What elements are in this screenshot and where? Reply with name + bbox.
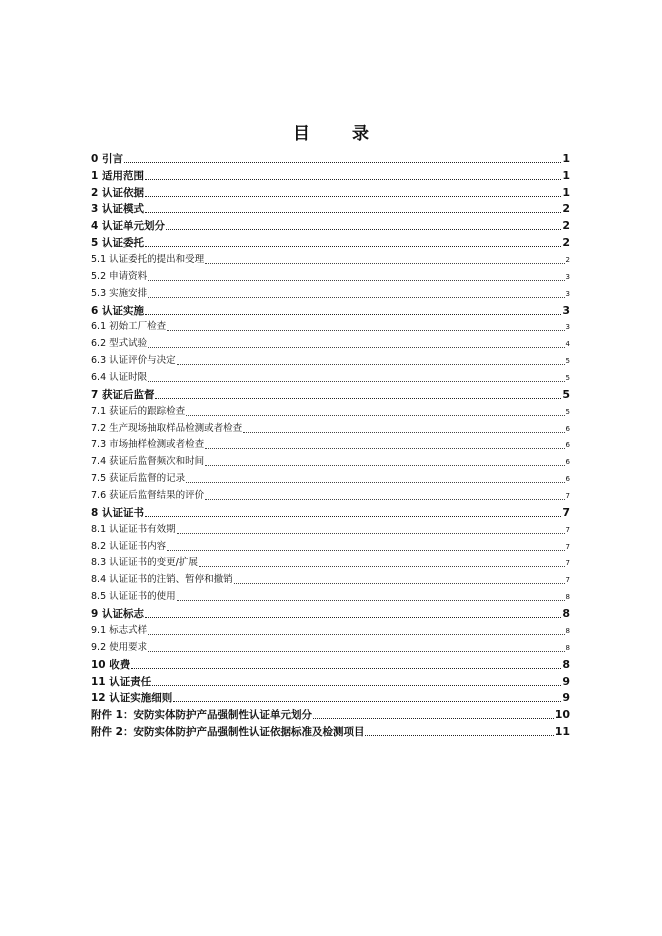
toc-entry-page: 7	[565, 576, 570, 585]
dot-leader	[177, 532, 565, 534]
toc-entry-label: 7.4 获证后监督频次和时间	[91, 456, 205, 468]
toc-entry[interactable]	[91, 318, 570, 335]
toc-entry[interactable]	[91, 385, 570, 402]
toc-entry[interactable]	[91, 638, 570, 655]
toc-entry-label: 附件 1：安防实体防护产品强制性认证单元划分	[91, 709, 312, 722]
toc-entry[interactable]	[91, 503, 570, 520]
dot-leader	[148, 650, 564, 652]
toc-entry-page: 2	[562, 219, 570, 233]
toc-entry-label: 9.1 标志式样	[91, 624, 148, 636]
dot-leader	[313, 717, 554, 719]
toc-entry-page: 7	[565, 559, 570, 568]
toc-entry-page: 1	[562, 185, 570, 199]
toc-entry[interactable]	[91, 351, 570, 368]
dot-leader	[177, 363, 565, 365]
toc-entry-page: 4	[565, 340, 570, 349]
toc-entry-label: 8.5 认证证书的使用	[91, 591, 176, 603]
toc-entry-label: 12 认证实施细则	[91, 692, 173, 705]
toc-entry-page: 11	[554, 725, 570, 739]
toc-entry[interactable]	[91, 301, 570, 318]
toc-entry-label: 7.5 获证后监督的记录	[91, 473, 186, 485]
toc-entry-page: 2	[565, 256, 570, 265]
toc-entry[interactable]	[91, 655, 570, 672]
toc-entry[interactable]	[91, 200, 570, 217]
dot-leader	[365, 734, 553, 736]
toc-entry-label: 11 认证责任	[91, 675, 152, 688]
toc-entry-page: 5	[565, 357, 570, 366]
toc-entry-label: 5 认证委托	[91, 237, 144, 250]
dot-leader	[167, 549, 564, 551]
toc-entry-label: 8.2 认证证书内容	[91, 540, 167, 552]
toc-entry-label: 7.1 获证后的跟踪检查	[91, 405, 186, 417]
dot-leader	[145, 313, 561, 315]
toc-entry-label: 6.4 认证时限	[91, 372, 148, 384]
toc-entry-label: 附件 2：安防实体防护产品强制性认证依据标准及检测项目	[91, 726, 365, 739]
toc-entry[interactable]	[91, 250, 570, 267]
dot-leader	[152, 684, 561, 686]
toc-entry[interactable]	[91, 722, 570, 739]
dot-leader	[145, 616, 561, 618]
toc-entry-page: 7	[565, 542, 570, 551]
dot-leader	[148, 346, 564, 348]
dot-leader	[199, 565, 565, 567]
toc-entry[interactable]	[91, 183, 570, 200]
table-of-contents	[91, 149, 570, 739]
toc-entry-page: 6	[565, 458, 570, 467]
toc-entry-page: 8	[565, 593, 570, 602]
toc-entry-page: 6	[565, 424, 570, 433]
toc-entry-label: 7.2 生产现场抽取样品检测或者检查	[91, 422, 243, 434]
toc-entry-page: 3	[562, 303, 570, 317]
dot-leader	[131, 667, 561, 669]
toc-entry-label: 10 收费	[91, 658, 131, 671]
toc-entry-label: 5.2 申请资料	[91, 270, 148, 282]
dot-leader	[173, 700, 561, 702]
toc-entry[interactable]	[91, 621, 570, 638]
toc-entry-page: 8	[562, 607, 570, 621]
toc-entry-label: 7.3 市场抽样检测或者检查	[91, 439, 205, 451]
toc-entry-label: 8.1 认证证书有效期	[91, 523, 176, 535]
toc-entry-page: 9	[562, 691, 570, 705]
toc-entry-label: 6 认证实施	[91, 304, 144, 317]
toc-entry-page: 3	[565, 289, 570, 298]
toc-entry[interactable]	[91, 672, 570, 689]
toc-entry-page: 5	[562, 387, 570, 401]
toc-entry[interactable]	[91, 267, 570, 284]
toc-entry-label: 1 适用范围	[91, 169, 144, 182]
dot-leader	[186, 481, 564, 483]
toc-entry-label: 8 认证证书	[91, 506, 144, 519]
toc-entry-page: 2	[562, 202, 570, 216]
toc-entry[interactable]	[91, 402, 570, 419]
dot-leader	[148, 633, 564, 635]
toc-entry[interactable]	[91, 604, 570, 621]
toc-entry-page: 6	[565, 441, 570, 450]
toc-entry-label: 6.2 型式试验	[91, 338, 148, 350]
toc-entry[interactable]	[91, 705, 570, 722]
dot-leader	[177, 599, 565, 601]
toc-entry[interactable]	[91, 554, 570, 571]
toc-entry-page: 3	[565, 323, 570, 332]
toc-title: 目 录	[293, 124, 387, 144]
dot-leader	[148, 380, 564, 382]
toc-entry-page: 7	[562, 505, 570, 519]
toc-entry[interactable]	[91, 452, 570, 469]
dot-leader	[155, 397, 561, 399]
toc-entry-page: 5	[565, 407, 570, 416]
toc-entry-label: 9.2 使用要求	[91, 641, 148, 653]
toc-entry[interactable]	[91, 368, 570, 385]
toc-entry[interactable]	[91, 334, 570, 351]
toc-entry[interactable]	[91, 284, 570, 301]
dot-leader	[148, 296, 564, 298]
dot-leader	[145, 211, 561, 213]
dot-leader	[234, 582, 565, 584]
toc-entry[interactable]	[91, 689, 570, 706]
toc-entry[interactable]	[91, 570, 570, 587]
toc-entry[interactable]	[91, 469, 570, 486]
toc-entry-label: 7.6 获证后监督结果的评价	[91, 490, 205, 502]
toc-entry[interactable]	[91, 419, 570, 436]
toc-entry[interactable]	[91, 149, 570, 166]
toc-entry-page: 7	[565, 525, 570, 534]
toc-entry[interactable]	[91, 166, 570, 183]
toc-entry-page: 1	[562, 151, 570, 165]
toc-entry[interactable]	[91, 233, 570, 250]
toc-entry[interactable]	[91, 216, 570, 233]
dot-leader	[167, 329, 564, 331]
dot-leader	[205, 464, 564, 466]
dot-leader	[166, 228, 561, 230]
toc-entry-page: 10	[554, 708, 570, 722]
toc-entry-page: 5	[565, 374, 570, 383]
dot-leader	[205, 447, 564, 449]
toc-entry-label: 5.1 认证委托的提出和受理	[91, 254, 205, 266]
toc-entry-page: 6	[565, 475, 570, 484]
toc-entry-page: 8	[565, 626, 570, 635]
toc-entry-label: 0 引言	[91, 152, 123, 165]
toc-entry-label: 7 获证后监督	[91, 388, 155, 401]
dot-leader	[186, 414, 564, 416]
dot-leader	[124, 161, 561, 163]
toc-entry-page: 7	[565, 492, 570, 501]
toc-entry[interactable]	[91, 486, 570, 503]
toc-entry-label: 6.3 认证评价与决定	[91, 355, 176, 367]
toc-entry-label: 9 认证标志	[91, 608, 144, 621]
toc-entry[interactable]	[91, 537, 570, 554]
toc-entry-page: 3	[565, 272, 570, 281]
toc-entry[interactable]	[91, 520, 570, 537]
toc-entry[interactable]	[91, 587, 570, 604]
dot-leader	[205, 262, 564, 264]
toc-entry-label: 8.4 认证证书的注销、暂停和撤销	[91, 574, 233, 586]
toc-entry-page: 1	[562, 168, 570, 182]
dot-leader	[148, 279, 564, 281]
toc-entry-page: 9	[562, 674, 570, 688]
dot-leader	[205, 498, 564, 500]
toc-entry-label: 3 认证模式	[91, 203, 144, 216]
toc-entry-label: 5.3 实施安排	[91, 287, 148, 299]
dot-leader	[145, 245, 561, 247]
toc-entry-label: 6.1 初始工厂检查	[91, 321, 167, 333]
toc-entry-page: 8	[565, 643, 570, 652]
toc-entry-page: 8	[562, 657, 570, 671]
toc-entry-label: 2 认证依据	[91, 186, 144, 199]
toc-entry-label: 8.3 认证证书的变更/扩展	[91, 557, 198, 569]
toc-entry[interactable]	[91, 436, 570, 453]
dot-leader	[145, 178, 561, 180]
toc-entry-label: 4 认证单元划分	[91, 220, 165, 233]
toc-entry-page: 2	[562, 236, 570, 250]
dot-leader	[145, 195, 561, 197]
dot-leader	[145, 515, 561, 517]
dot-leader	[243, 431, 564, 433]
